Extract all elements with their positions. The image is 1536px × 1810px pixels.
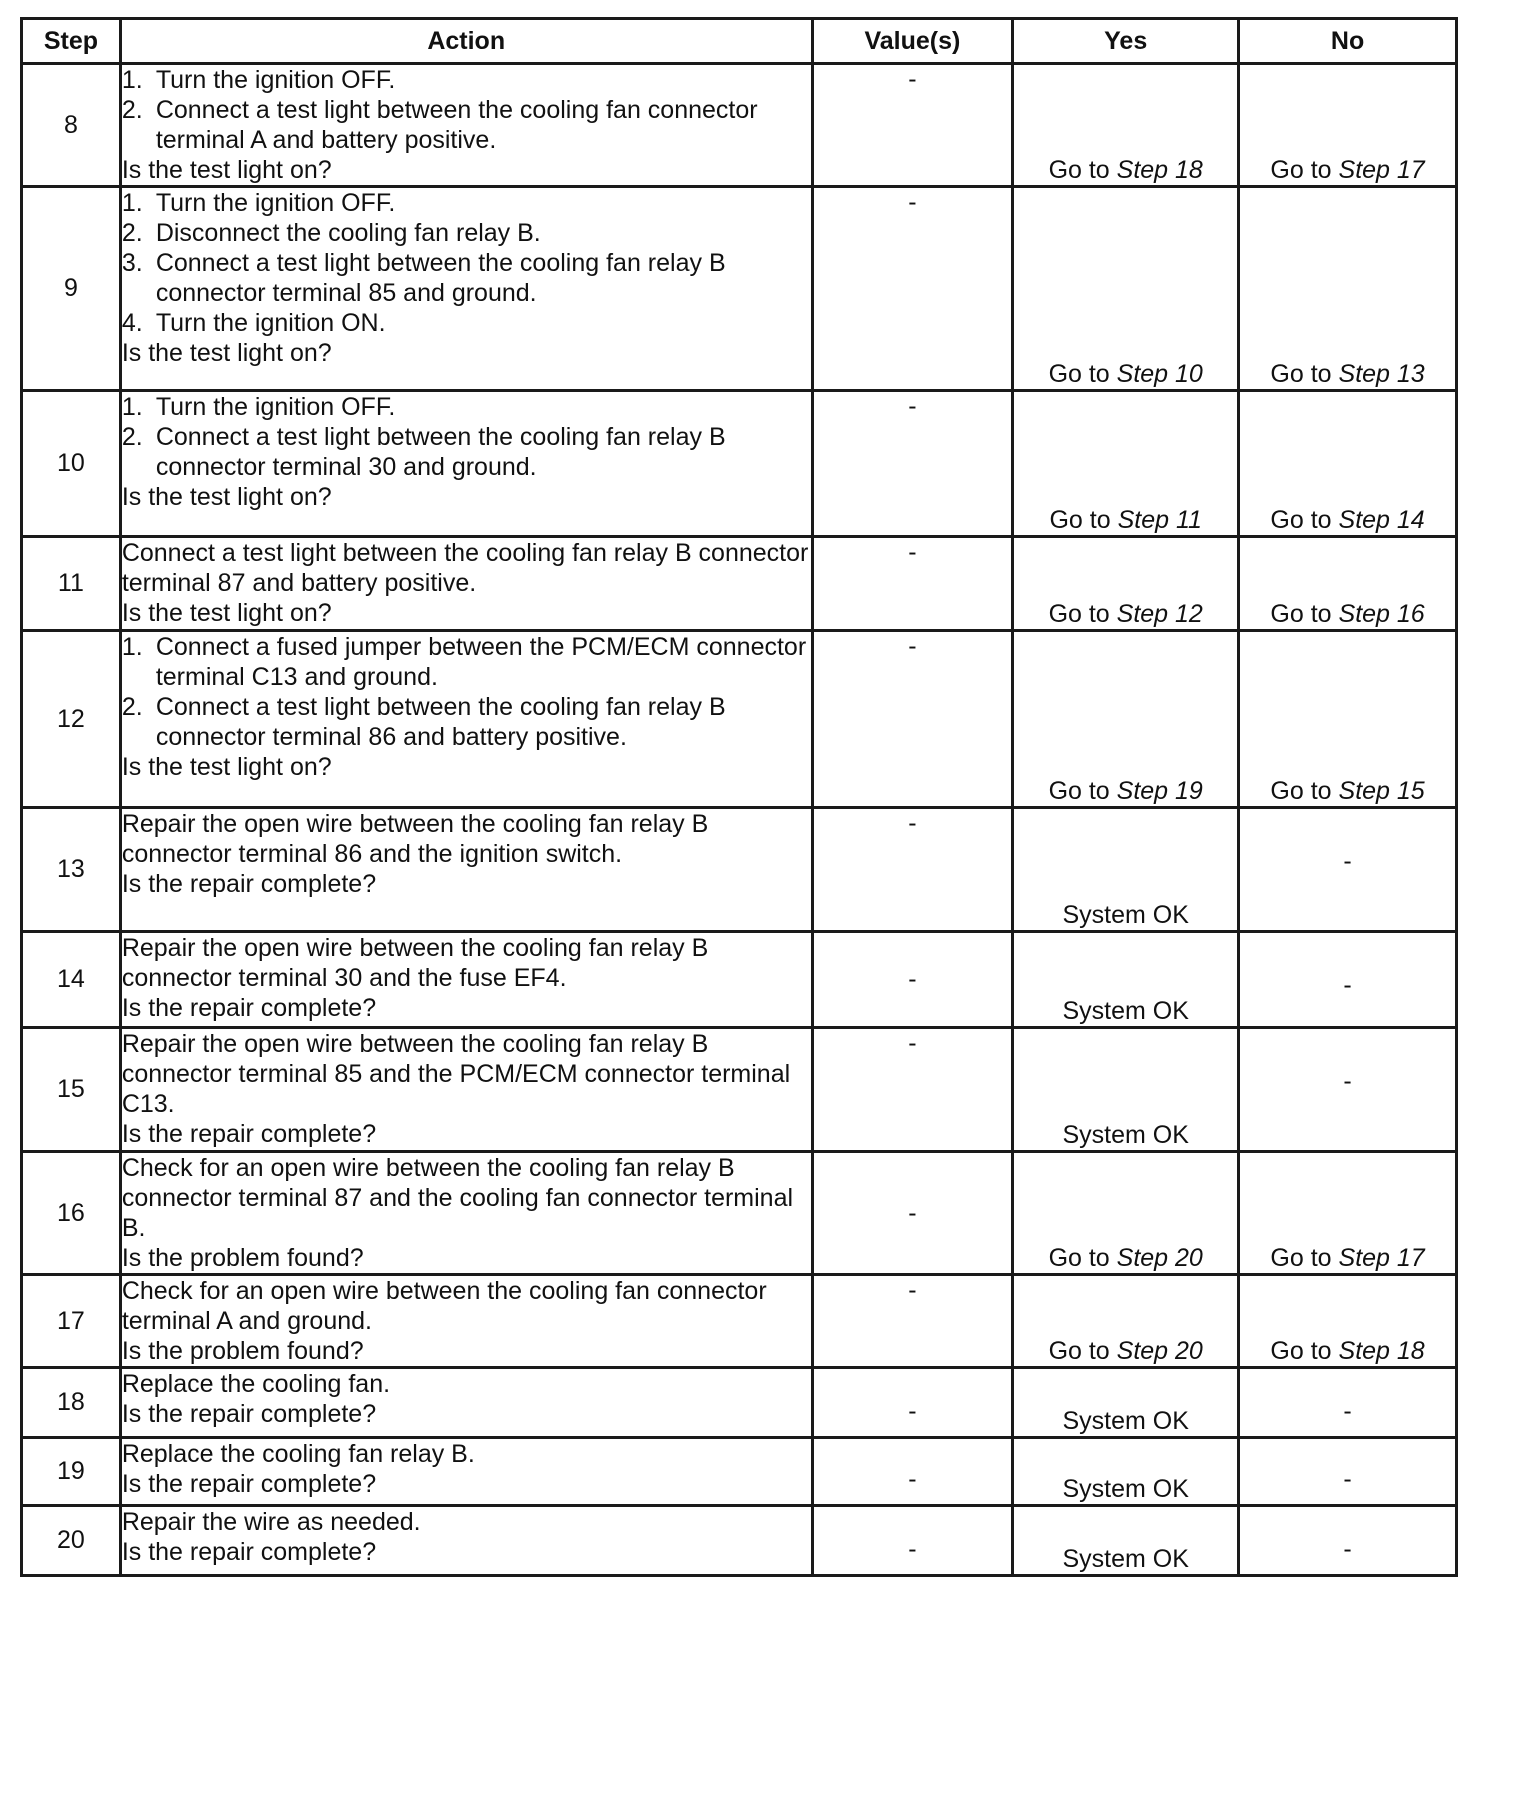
value-cell: - — [812, 391, 1013, 537]
action-question: Is the test light on? — [121, 599, 332, 627]
action-item-text: Turn the ignition OFF. — [155, 189, 396, 217]
action-item-text: Connect a test light between the cooling fan connector terminal A and battery positive. — [155, 96, 758, 154]
action-cell — [120, 1152, 812, 1275]
action-cell — [120, 808, 812, 932]
table-row — [22, 391, 1457, 537]
step-number: 20 — [22, 1506, 121, 1576]
action-list-item — [122, 632, 811, 692]
header-step: Step — [22, 19, 121, 64]
action-item-number: 1. — [121, 393, 143, 421]
action-item-text: Connect a test light between the cooling fan relay B connector terminal 86 and battery positive. — [155, 693, 726, 751]
step-number: 14 — [22, 932, 121, 1028]
action-list-item — [122, 218, 811, 248]
yes-cell — [1013, 391, 1239, 537]
header-values: Value(s) — [812, 19, 1013, 64]
no-cell — [1239, 631, 1457, 808]
action-list-item — [122, 422, 811, 482]
action-item-number: 4. — [121, 309, 143, 337]
goto-prefix: Go to — [1048, 156, 1117, 184]
action-list-item — [122, 188, 811, 218]
value-cell: - — [812, 1506, 1013, 1576]
action-cell — [120, 1368, 812, 1438]
action-question: Is the repair complete? — [121, 994, 377, 1022]
value-cell: - — [812, 1368, 1013, 1438]
table-body — [22, 64, 1457, 1576]
goto-step: Step 17 — [1338, 156, 1425, 184]
goto-reference — [1270, 600, 1424, 628]
action-item-text: Connect a test light between the cooling fan relay B connector terminal 30 and ground. — [155, 423, 726, 481]
goto-reference — [1049, 156, 1203, 184]
table-row — [22, 1275, 1457, 1368]
action-text: Check for an open wire between the cooling fan connector terminal A and ground. — [121, 1277, 767, 1335]
goto-reference — [1049, 1244, 1203, 1272]
no-cell: - — [1239, 1368, 1457, 1438]
header-row — [22, 19, 1457, 64]
no-cell — [1239, 1152, 1457, 1275]
goto-reference — [1049, 506, 1201, 534]
diagnostic-table-container — [20, 17, 1458, 1577]
goto-reference — [1270, 360, 1424, 388]
table-row — [22, 1438, 1457, 1506]
value-cell: - — [812, 1438, 1013, 1506]
action-item-text: Turn the ignition ON. — [155, 309, 386, 337]
action-item-number: 2. — [121, 219, 143, 247]
action-text: Repair the wire as needed. — [121, 1508, 421, 1536]
header-action: Action — [120, 19, 812, 64]
table-row — [22, 1368, 1457, 1438]
action-cell — [120, 391, 812, 537]
goto-prefix: Go to — [1048, 360, 1117, 388]
goto-step: Step 12 — [1116, 600, 1203, 628]
action-list-item — [122, 65, 811, 95]
action-list-item — [122, 308, 811, 338]
goto-prefix: Go to — [1270, 156, 1339, 184]
action-item-number: 3. — [121, 249, 143, 277]
goto-step: Step 11 — [1117, 506, 1202, 534]
yes-cell: System OK — [1013, 932, 1239, 1028]
goto-reference — [1270, 1244, 1424, 1272]
action-cell — [120, 64, 812, 187]
no-cell — [1239, 187, 1457, 391]
goto-prefix: Go to — [1270, 1337, 1339, 1365]
action-question: Is the test light on? — [121, 156, 332, 184]
yes-cell — [1013, 64, 1239, 187]
table-row — [22, 932, 1457, 1028]
action-cell — [120, 1275, 812, 1368]
table-row — [22, 187, 1457, 391]
no-cell: - — [1239, 1028, 1457, 1152]
goto-prefix: Go to — [1048, 1244, 1117, 1272]
table-row — [22, 537, 1457, 631]
goto-step: Step 18 — [1116, 156, 1203, 184]
yes-cell — [1013, 537, 1239, 631]
yes-cell — [1013, 1275, 1239, 1368]
no-cell — [1239, 64, 1457, 187]
action-text: Check for an open wire between the cooling fan relay B connector terminal 87 and the cooling fan connector terminal B. — [121, 1154, 794, 1242]
value-cell: - — [812, 808, 1013, 932]
goto-prefix: Go to — [1048, 1337, 1117, 1365]
goto-reference — [1049, 777, 1203, 805]
table-row — [22, 1152, 1457, 1275]
action-item-number: 2. — [121, 693, 143, 721]
action-question: Is the repair complete? — [121, 870, 377, 898]
no-cell — [1239, 1275, 1457, 1368]
no-cell: - — [1239, 932, 1457, 1028]
table-row — [22, 64, 1457, 187]
goto-step: Step 19 — [1116, 777, 1203, 805]
goto-reference — [1270, 156, 1424, 184]
goto-step: Step 14 — [1338, 506, 1425, 534]
goto-step: Step 13 — [1338, 360, 1425, 388]
step-number: 9 — [22, 187, 121, 391]
yes-cell — [1013, 1152, 1239, 1275]
yes-cell — [1013, 187, 1239, 391]
table-row — [22, 1506, 1457, 1576]
step-number: 17 — [22, 1275, 121, 1368]
goto-prefix: Go to — [1270, 506, 1339, 534]
action-question: Is the test light on? — [121, 339, 332, 367]
step-number: 13 — [22, 808, 121, 932]
diagnostic-table — [20, 17, 1458, 1577]
goto-step: Step 15 — [1338, 777, 1425, 805]
goto-step: Step 17 — [1338, 1244, 1425, 1272]
header-no: No — [1239, 19, 1457, 64]
value-cell: - — [812, 64, 1013, 187]
yes-cell: System OK — [1013, 1368, 1239, 1438]
action-text: Repair the open wire between the cooling fan relay B connector terminal 85 and the PCM/ECM connector terminal C13. — [121, 1030, 791, 1118]
table-row — [22, 808, 1457, 932]
goto-step: Step 20 — [1116, 1337, 1203, 1365]
action-item-text: Connect a test light between the cooling fan relay B connector terminal 85 and ground. — [155, 249, 726, 307]
action-text: Repair the open wire between the cooling fan relay B connector terminal 30 and the fuse EF4. — [121, 934, 709, 992]
step-number: 18 — [22, 1368, 121, 1438]
action-cell — [120, 537, 812, 631]
action-cell — [120, 1028, 812, 1152]
goto-prefix: Go to — [1048, 600, 1117, 628]
goto-step: Step 10 — [1116, 360, 1203, 388]
action-text: Replace the cooling fan. — [121, 1370, 391, 1398]
no-cell — [1239, 391, 1457, 537]
table-row — [22, 631, 1457, 808]
yes-cell: System OK — [1013, 1028, 1239, 1152]
step-number: 15 — [22, 1028, 121, 1152]
step-number: 19 — [22, 1438, 121, 1506]
goto-reference — [1270, 1337, 1424, 1365]
action-cell — [120, 932, 812, 1028]
goto-prefix: Go to — [1270, 777, 1339, 805]
action-question: Is the repair complete? — [121, 1538, 377, 1566]
no-cell: - — [1239, 1506, 1457, 1576]
yes-cell: System OK — [1013, 1506, 1239, 1576]
step-number: 8 — [22, 64, 121, 187]
action-question: Is the repair complete? — [121, 1120, 377, 1148]
yes-cell: System OK — [1013, 1438, 1239, 1506]
action-question: Is the test light on? — [121, 753, 332, 781]
action-list-item — [122, 392, 811, 422]
action-question: Is the problem found? — [121, 1244, 364, 1272]
goto-prefix: Go to — [1049, 506, 1118, 534]
action-question: Is the repair complete? — [121, 1400, 377, 1428]
goto-prefix: Go to — [1270, 360, 1339, 388]
action-cell — [120, 631, 812, 808]
action-item-number: 2. — [121, 423, 143, 451]
action-question: Is the problem found? — [121, 1337, 364, 1365]
no-cell: - — [1239, 808, 1457, 932]
yes-cell — [1013, 631, 1239, 808]
goto-step: Step 16 — [1338, 600, 1425, 628]
goto-reference — [1049, 360, 1203, 388]
action-item-text: Turn the ignition OFF. — [155, 393, 396, 421]
action-item-text: Turn the ignition OFF. — [155, 66, 396, 94]
value-cell: - — [812, 537, 1013, 631]
goto-prefix: Go to — [1048, 777, 1117, 805]
goto-reference — [1049, 600, 1203, 628]
header-yes: Yes — [1013, 19, 1239, 64]
goto-reference — [1270, 506, 1424, 534]
goto-prefix: Go to — [1270, 1244, 1339, 1272]
action-text: Repair the open wire between the cooling fan relay B connector terminal 86 and the ignition switch. — [121, 810, 709, 868]
action-item-number: 1. — [121, 66, 143, 94]
action-text: Replace the cooling fan relay B. — [121, 1440, 475, 1468]
value-cell: - — [812, 1152, 1013, 1275]
action-item-number: 1. — [121, 633, 143, 661]
step-number: 16 — [22, 1152, 121, 1275]
action-list-item — [122, 692, 811, 752]
action-item-text: Disconnect the cooling fan relay B. — [155, 219, 541, 247]
yes-cell: System OK — [1013, 808, 1239, 932]
action-cell — [120, 187, 812, 391]
no-cell — [1239, 537, 1457, 631]
value-cell: - — [812, 187, 1013, 391]
step-number: 12 — [22, 631, 121, 808]
value-cell: - — [812, 1275, 1013, 1368]
goto-prefix: Go to — [1270, 600, 1339, 628]
table-row — [22, 1028, 1457, 1152]
action-text: Connect a test light between the cooling fan relay B connector terminal 87 and battery positive. — [121, 539, 809, 597]
action-question: Is the repair complete? — [121, 1470, 377, 1498]
goto-step: Step 20 — [1116, 1244, 1203, 1272]
goto-reference — [1049, 1337, 1203, 1365]
step-number: 10 — [22, 391, 121, 537]
value-cell: - — [812, 631, 1013, 808]
action-question: Is the test light on? — [121, 483, 332, 511]
action-item-text: Connect a fused jumper between the PCM/ECM connector terminal C13 and ground. — [155, 633, 807, 691]
goto-step: Step 18 — [1338, 1337, 1425, 1365]
action-list-item — [122, 95, 811, 155]
goto-reference — [1270, 777, 1424, 805]
action-item-number: 1. — [121, 189, 143, 217]
action-list-item — [122, 248, 811, 308]
value-cell: - — [812, 1028, 1013, 1152]
action-cell — [120, 1438, 812, 1506]
no-cell: - — [1239, 1438, 1457, 1506]
value-cell: - — [812, 932, 1013, 1028]
action-item-number: 2. — [121, 96, 143, 124]
step-number: 11 — [22, 537, 121, 631]
action-cell — [120, 1506, 812, 1576]
